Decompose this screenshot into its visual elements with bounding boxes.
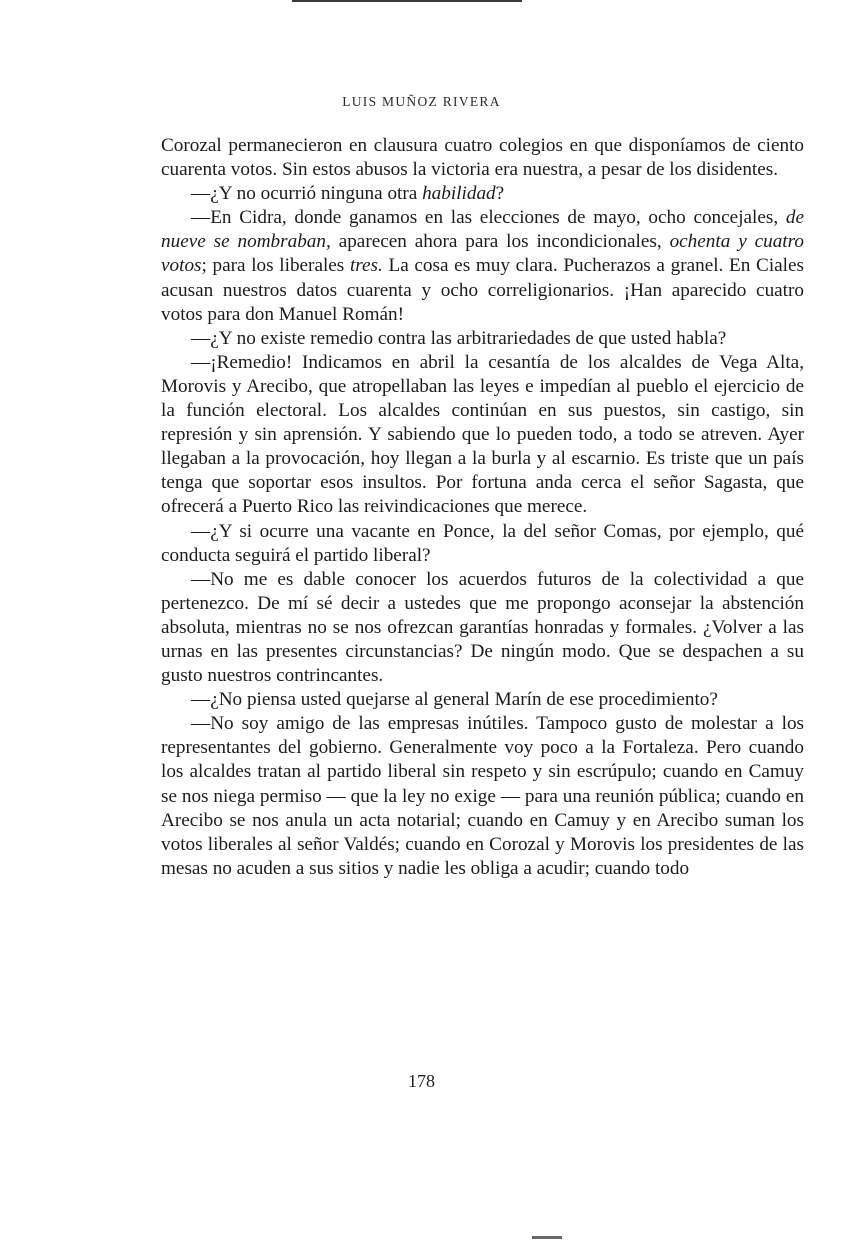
text-run: —No me es dable conocer los acuerdos futuros de la colectividad a que pertenezco. De mí sé decir a ustedes que me propongo aconsejar la abstención absoluta, mientras no se nos ofrezcan garantías honradas y formales. ¿Volver a las urnas en las presentes circunstancias? De ningún modo. Que se despachen a su gusto nuestros contrincantes. <box>161 568 804 687</box>
text-run: —¿Y no ocurrió ninguna otra <box>191 183 423 205</box>
paragraph <box>161 351 804 520</box>
paragraph <box>161 327 804 351</box>
italic-text: tres. <box>349 255 383 277</box>
paragraph <box>161 520 804 568</box>
text-run: —No soy amigo de las empresas inútiles. Tampoco gusto de molestar a los representantes del gobierno. Generalmente voy poco a la Fortaleza. Pero cuando los alcaldes tratan al partido liberal sin respeto y sin escrúpulo; cuando en Camuy se nos niega permiso — que la ley no exige — para una reunión pública; cuando en Arecibo se nos anula un acta notarial; cuando en Camuy y en Arecibo suman los votos liberales al señor Valdés; cuando en Corozal y Morovis los presidentes de las mesas no acuden a sus sitios y nadie les obliga a acudir; cuando todo <box>161 713 804 879</box>
top-edge-rule <box>292 0 522 2</box>
running-head: LUIS MUÑOZ RIVERA <box>342 94 501 109</box>
paragraph <box>161 568 804 688</box>
text-run: aparecen ahora para los incondicionales, <box>330 231 670 253</box>
italic-text: ochenta y cuatro votos <box>161 231 804 277</box>
text-run: —En Cidra, donde ganamos en las elecciones de mayo, ocho concejales, <box>191 207 786 229</box>
italic-text: habilidad <box>422 183 496 205</box>
paragraph <box>161 206 804 326</box>
paragraph <box>161 688 804 712</box>
paragraph <box>161 712 804 881</box>
page-number: 178 <box>408 1071 435 1091</box>
body-text <box>161 134 804 881</box>
italic-text: de nueve se nombraban, <box>161 207 804 253</box>
paragraph <box>161 182 804 206</box>
text-run: ; para los liberales <box>201 255 350 277</box>
text-run: —¡Remedio! Indicamos en abril la cesantía de los alcaldes de Vega Alta, Morovis y Arecibo, que atropellaban las leyes e impedían al pueblo el ejercicio de la función electoral. Los alcaldes continúan en sus puestos, sin castigo, sin represión y sin aprensión. Y sabiendo que lo pueden todo, a todo se atreven. Ayer llegaban a la provocación, hoy llegan a la burla y al escarnio. Es triste que un país tenga que soportar esos insultos. Por fortuna anda cerca el señor Sagasta, que ofrecerá a Puerto Rico las reivindicaciones que merece. <box>161 351 804 518</box>
text-run: —¿No piensa usted quejarse al general Marín de ese procedimiento? <box>191 689 718 711</box>
text-run: ? <box>495 183 505 205</box>
text-run: —¿Y si ocurre una vacante en Ponce, la del señor Comas, por ejemplo, qué conducta seguirá el partido liberal? <box>161 520 804 566</box>
text-run: La cosa es muy clara. Pucherazos a granel. En Ciales acusan nuestros datos cuarenta y ocho correligionarios. ¡Han aparecido cuatro votos para don Manuel Román! <box>161 255 804 325</box>
text-run: Corozal permanecieron en clausura cuatro colegios en que disponíamos de ciento cuarenta votos. Sin estos abusos la victoria era nuestra, a pesar de los disidentes. <box>161 135 804 181</box>
text-run: —¿Y no existe remedio contra las arbitrariedades de que usted habla? <box>191 327 727 349</box>
paragraph <box>161 134 804 182</box>
bottom-edge-mark <box>532 1236 562 1239</box>
